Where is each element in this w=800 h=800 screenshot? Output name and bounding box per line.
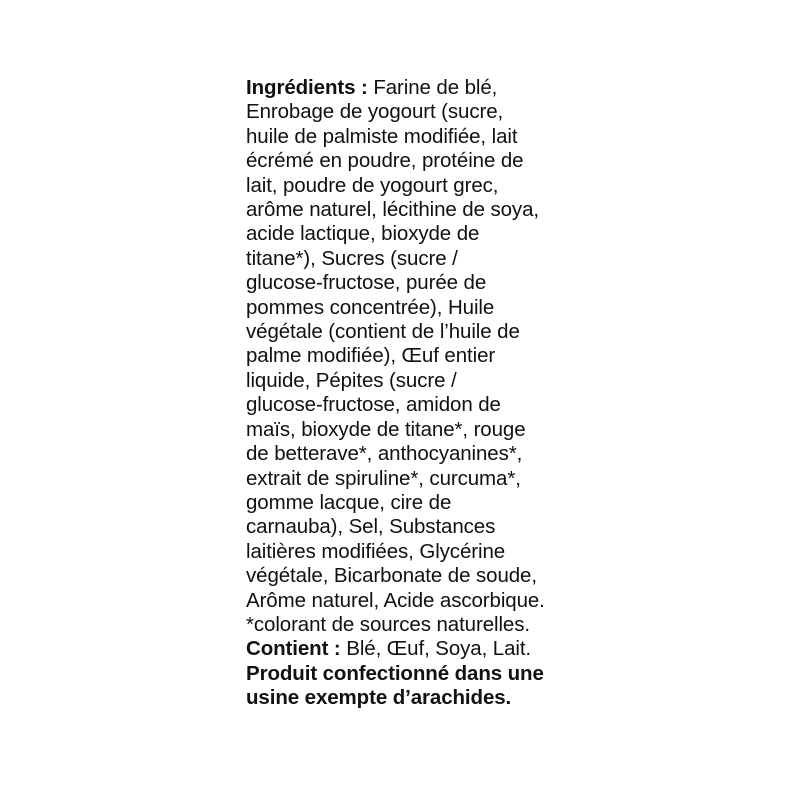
ingredients-line: arôme naturel, lécithine de soya, [246, 198, 539, 222]
ingredients-line: végétale (contient de l’huile de [246, 320, 520, 344]
ingredients-line: glucose-fructose, purée de [246, 271, 487, 295]
ingredients-line: palme modifiée), Œuf entier [246, 344, 496, 368]
ingredients-line-1 [246, 76, 576, 100]
facility-statement-line: Produit confectionné dans une [246, 661, 544, 685]
ingredients-line: maïs, bioxyde de titane*, rouge [246, 417, 526, 441]
ingredients-line: gomme lacque, cire de [246, 490, 452, 514]
ingredient-label [246, 76, 576, 711]
ingredients-line: lait, poudre de yogourt grec, [246, 173, 499, 197]
contains-line [246, 637, 576, 661]
ingredients-line: glucose-fructose, amidon de [246, 393, 501, 417]
ingredients-line: de betterave*, anthocyanines*, [246, 442, 523, 466]
ingredients-line: laitières modifiées, Glycérine [246, 539, 506, 563]
ingredients-line: Arôme naturel, Acide ascorbique. [246, 588, 545, 612]
ingredients-line: liquide, Pépites (sucre / [246, 368, 457, 392]
contains-heading: Contient : [246, 637, 341, 661]
ingredients-heading: Ingrédients : [246, 76, 368, 99]
ingredients-line: Enrobage de yogourt (sucre, [246, 100, 504, 124]
contains-text: Blé, Œuf, Soya, Lait. [340, 637, 532, 661]
ingredients-line: extrait de spiruline*, curcuma*, [246, 466, 521, 490]
ingredients-line: carnauba), Sel, Substances [246, 515, 496, 539]
ingredients-line: végétale, Bicarbonate de soude, [246, 564, 537, 588]
ingredients-line: acide lactique, bioxyde de [246, 222, 480, 246]
ingredients-line: pommes concentrée), Huile [246, 295, 495, 319]
ingredients-line: huile de palmiste modifiée, lait [246, 124, 518, 148]
ingredients-line: écrémé en poudre, protéine de [246, 149, 524, 173]
colorant-footnote: *colorant de sources naturelles. [246, 612, 530, 636]
ingredients-text: Farine de blé, [367, 76, 498, 99]
ingredients-line: titane*), Sucres (sucre / [246, 246, 458, 270]
facility-statement-line: usine exempte d’arachides. [246, 686, 512, 710]
